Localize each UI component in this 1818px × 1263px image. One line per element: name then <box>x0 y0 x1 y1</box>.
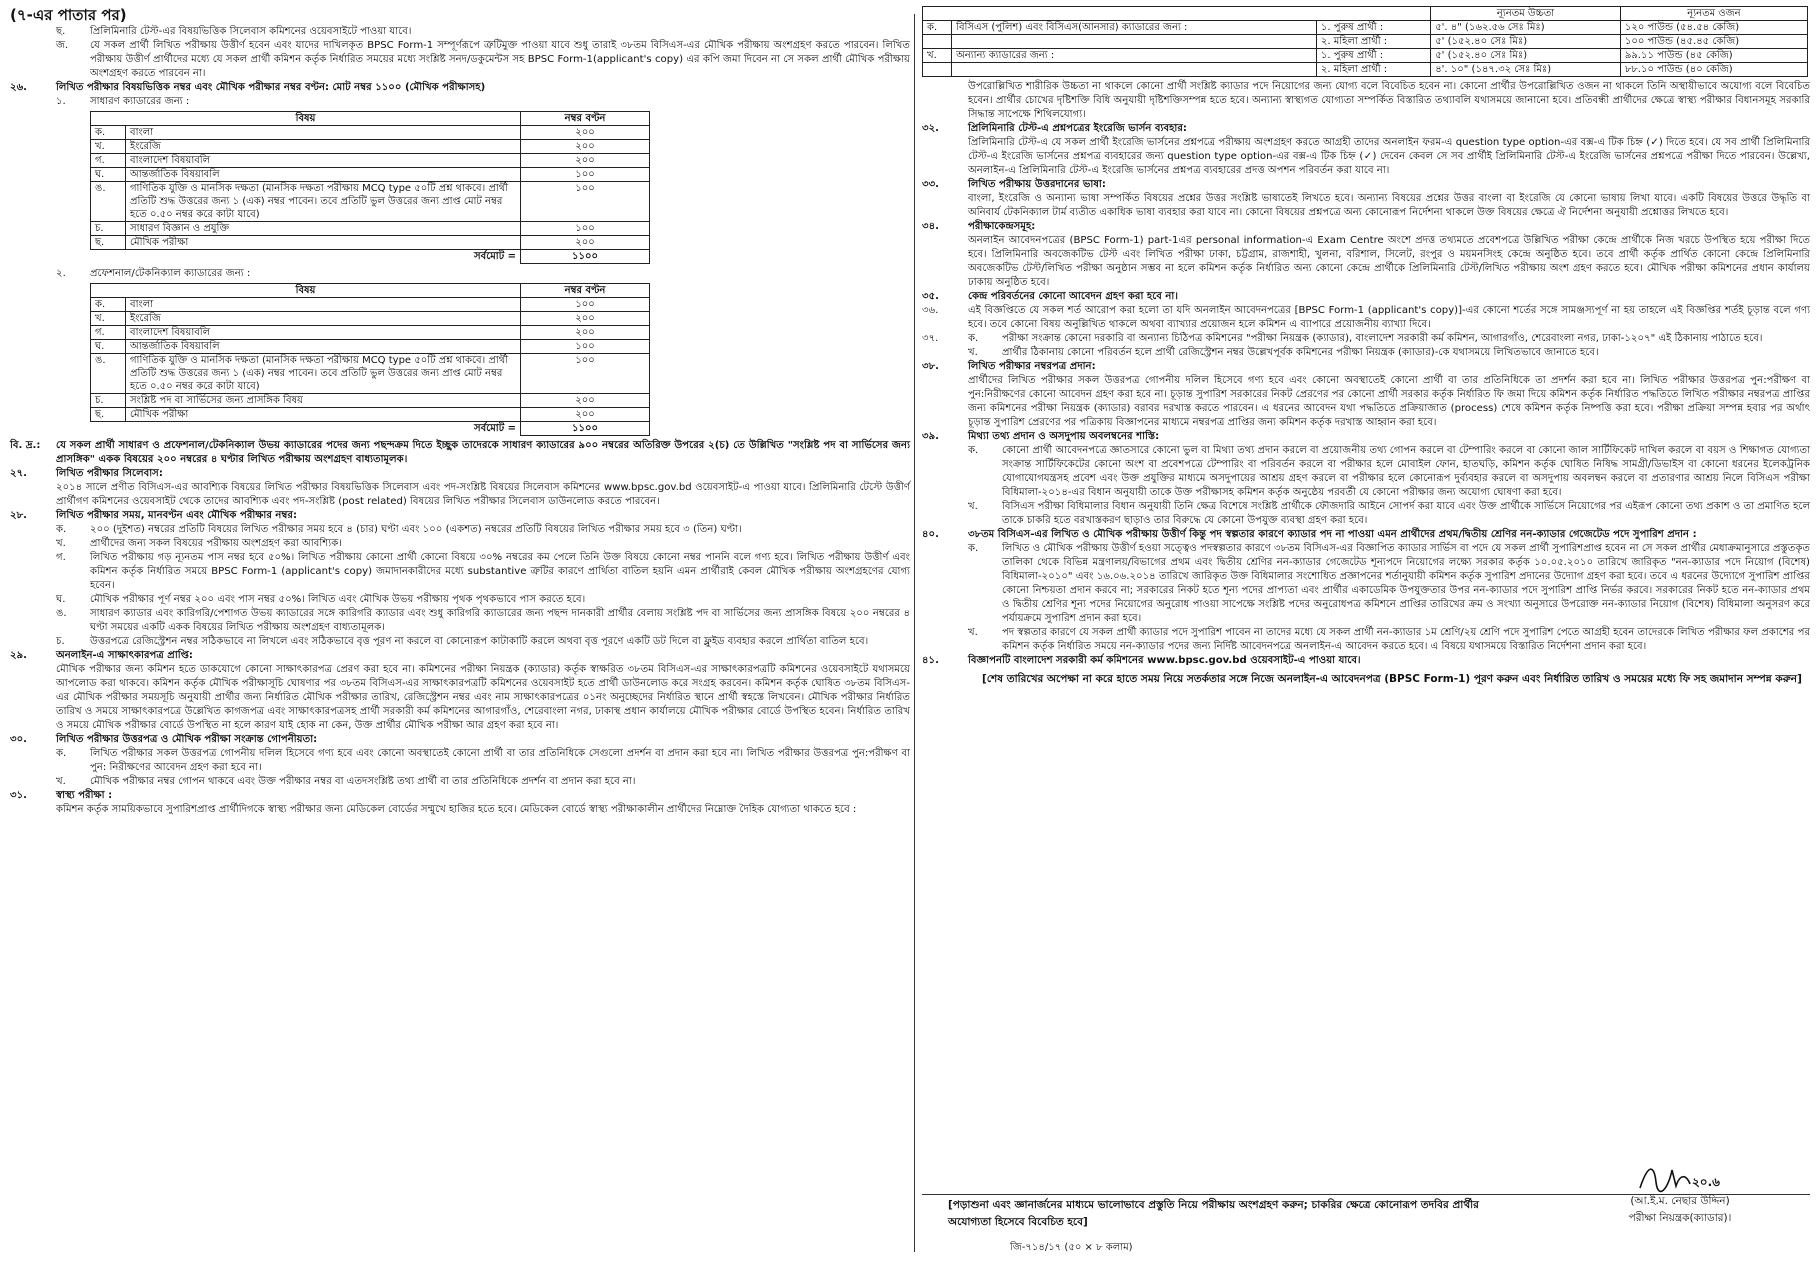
marks-cell: ২০০ <box>521 326 650 340</box>
row-label: গ. <box>91 326 126 340</box>
subject-cell: ইংরেজি <box>126 312 521 326</box>
table-row <box>91 222 650 236</box>
list-item <box>10 635 910 649</box>
section-37-a: ৩৭. ক. পরীক্ষা সংক্রান্ত কোনো দরকারি বা অন্যান্য চিঠিপত্র কমিশনের "পরীক্ষা নিয়ন্ত্রক (ক্যাডার), বাংলাদেশ সরকারী কর্ম কমিশন, আগারগাঁও, শেরেবাংলা নগর, ঢাকা-১২০৭" এই ঠিকানায় পাঠাতে হবে। <box>922 333 1763 344</box>
min-weight-header: ন্যূনতম ওজন <box>1620 7 1807 21</box>
item-label: ঙ. <box>56 608 67 619</box>
item-label: খ. <box>56 776 66 787</box>
marks-cell: ১০০ <box>521 340 650 354</box>
general-cadre-marks-table <box>90 111 650 264</box>
marks-cell: ২০০ <box>521 154 650 168</box>
subject-cell: মৌখিক পরীক্ষা <box>126 236 521 250</box>
list-item <box>10 747 910 775</box>
signature-scribble-icon <box>1620 1160 1740 1194</box>
section-33-title: ৩৩. লিখিত পরীক্ষায় উত্তরদানের ভাষা: <box>922 179 1106 190</box>
table-row <box>91 394 650 408</box>
row-label: ঘ. <box>91 168 126 182</box>
table-row <box>91 140 650 154</box>
section-31-title: ৩১. স্বাস্থ্য পরীক্ষা : <box>10 790 113 801</box>
subject-cell: আন্তর্জাতিক বিষয়াবলি <box>126 340 521 354</box>
section-38-title: ৩৮. লিখিত পরীক্ষার নম্বরপত্র প্রদান: <box>922 361 1096 372</box>
row-label: ক. <box>91 298 126 312</box>
row-label: খ. <box>91 140 126 154</box>
table-row <box>923 49 1808 63</box>
table-row <box>91 354 650 394</box>
section-29-text: মৌখিক পরীক্ষার জন্য কমিশন হতে ডাকযোগে কোনো সাক্ষাৎকারপত্র প্রেরণ করা হবে না। কমিশনের পরীক্ষা নিয়ন্ত্রক (ক্যাডার) কর্তৃক স্বাক্ষরিত ৩৮তম বিসিএস-এর সাক্ষাৎকারপত্রটি কমিশনের ওয়েবসাইটে যথাসময়ে আপলোড করা থাকবে। কমিশন কর্তৃক মৌখিক পরীক্ষাসূচি ঘোষণার পর ৩৮তম বিসিএস-এর সাক্ষাৎকারপত্রটি কমিশনের ওয়েবসাইট হতে প্রার্থী ডাউনলোড করে সংগ্রহ করবেন। কমিশন কর্তৃক ঘোষিত ৩৮তম বিসিএস-এর মৌখিক পরীক্ষার সময়সূচি অনুযায়ী প্রার্থীর জন্য নির্ধারিত মৌখিক পরীক্ষার তারিখ, রেজিস্ট্রেশন নম্বর এবং নাম সাক্ষাৎকারপত্রের ০১নং অনুচ্ছেদের নির্ধারিত স্থানে প্রার্থী স্বহস্তে লিখবেন। মৌখিক পরীক্ষার নির্ধারিত তারিখ ও সময়ে সাক্ষাৎকারপত্রে উল্লেখিত কাগজপত্র এবং সাক্ষাৎকারপত্রসহ প্রার্থী সরকারী কর্ম কমিশনের আগারগাঁও, শেরেবাংলা নগর, ঢাকাস্থ প্রধান কার্যালয়ে মৌখিক পরীক্ষার বোর্ডে উপস্থিত হবেন। নির্ধারিত তারিখ ও সময়ে মৌখিক পরীক্ষার বোর্ডে উপস্থিত না হলে কারণ যাই হোক না কেন, উক্ত প্রার্থীর মৌখিক পরীক্ষা আর গ্রহণ করা হবে না। <box>56 664 910 731</box>
subject-cell: আন্তর্জাতিক বিষয়াবলি <box>126 168 521 182</box>
phys-c-cell <box>923 35 952 49</box>
item-text: মৌখিক পরীক্ষার পূর্ণ নম্বর ২০০ এবং পাস নম্বর ৫০%। লিখিত এবং মৌখিক উভয় পরীক্ষায় পৃথক পৃথকভাবে পাস করতে হবে। <box>90 594 586 605</box>
section-34-text: অনলাইন আবেদনপত্রের (BPSC Form-1) part-1এর personal information-এ Exam Centre অংশে প্রদত্ত তথ্যমতে প্রবেশপত্রে উল্লিখিত পরীক্ষা কেন্দ্রে প্রার্থীকে নিজ খরচে উপস্থিত হয়ে পরীক্ষা দিতে হবে। প্রিলিমিনারি অবজেকটিভ টেস্ট এবং লিখিত পরীক্ষা ঢাকা, চট্টগ্রাম, রাজশাহী, খুলনা, বরিশাল, সিলেট, রংপুর ও ময়মনসিংহ কেন্দ্রে অনুষ্ঠিত হবে। তবে প্রার্থী কর্তৃক প্রার্থিত কোনো কেন্দ্রে প্রিলিমিনারি অবজেকটিভ টেস্ট/লিখিত পরীক্ষা অনুষ্ঠান সম্ভব না হলে কমিশন কর্তৃক নির্ধারিত অন্য কোনো কেন্দ্রে প্রার্থীকে প্রিলিমিনারি টেস্ট/লিখিত পরীক্ষায় অংশ গ্রহণ করতে হবে। মৌখিক পরীক্ষা কমিশনের প্রধান কার্যালয় ঢাকায় অনুষ্ঠিত হবে। <box>968 235 1810 288</box>
item-label: ক. <box>56 524 67 535</box>
section-37-b: খ. প্রার্থীর ঠিকানায় কোনো পরিবর্তন হলে প্রার্থী রেজিস্ট্রেশন নম্বর উল্লেখপূর্বক কমিশনের পরীক্ষা নিয়ন্ত্রক (ক্যাডার)-কে যথাসময়ে লিখিতভাবে জানাতে হবে। <box>968 347 1599 358</box>
section-27-title: ২৭. লিখিত পরীক্ষার সিলেবাস: <box>10 468 163 479</box>
marks-cell: ১০০ <box>521 354 650 394</box>
phys-c-cell: ক. <box>923 21 952 35</box>
section-26-sub1-title: ১. সাধারণ ক্যাডারের জন্য : <box>56 96 190 107</box>
subject-cell: বাংলাদেশ বিষয়াবলি <box>126 154 521 168</box>
note-bi-dra: বি. দ্র.: যে সকল প্রার্থী সাধারণ ও প্রফেশনাল/টেকনিক্যাল উভয় ক্যাডারের পদের জন্য পছন্দক্রম দিতে ইচ্ছুক তাদেরকে সাধারণ ক্যাডারের ৯০০ নম্বরের অতিরিক্ত উপরের ২(চ) তে উল্লিখিত "সংশ্লিষ্ট পদ বা সার্ভিসের জন্য প্রাসঙ্গিক" একক বিষয়ের ২০০ নম্বরের ৪ ঘণ্টার লিখিত পরীক্ষায় অংশগ্রহণ বাধ্যতামূলক। <box>10 440 910 465</box>
phys-c-cell: খ. <box>923 49 952 63</box>
item-text: ২০০ (দুইশত) নম্বরের প্রতিটি বিষয়ের লিখিত পরীক্ষার সময় হবে ৪ (চার) ঘণ্টা এবং ১০০ (একশত) নম্বরের প্রতিটি বিষয়ের লিখিত পরীক্ষার সময় হবে ৩ (তিন) ঘণ্টা। <box>90 524 742 535</box>
marks-cell: ২০০ <box>521 394 650 408</box>
signature-date: ২০.৬ <box>1692 1175 1720 1189</box>
subject-cell: বাংলা <box>126 298 521 312</box>
deadline-notice: [শেষ তারিখের অপেক্ষা না করে হাতে সময় নিয়ে সতর্কতার সঙ্গে নিজে অনলাইন-এ আবেদনপত্র (BPSC Form-1) পূরণ করুন এবং নির্ধারিত তারিখ ও সময়ের মধ্যে ফি সহ জমাদান সম্পন্ন করুন] <box>982 673 1802 685</box>
row-label: চ. <box>91 394 126 408</box>
total-label: সর্বমোট = <box>474 251 516 262</box>
section-38-text: প্রার্থীদের লিখিত পরীক্ষার সকল উত্তরপত্র গোপনীয় দলিল হিসেবে গণ্য হবে এবং কোনো অবস্থাতেই কোনো প্রার্থী বা তার প্রতিনিধিকে তা প্রদর্শন করা হবে না। লিখিত পরীক্ষার উত্তরপত্র পুন:পরীক্ষণ বা পুন:নিরীক্ষণের কোনো আবেদন গ্রহণ করা হবে না। চূড়ান্ত সুপারিশ সরকারের নিকট প্রেরণের পর কোনো প্রার্থী সরকার কর্তৃক নির্ধারিত ফি জমা দিয়ে কমিশন কর্তৃক নির্ধারিত পদ্ধতিতে লিখিত পরীক্ষার নম্বরপত্র প্রাপ্তির জন্য কমিশনের পরীক্ষা নিয়ন্ত্রক (ক্যাডার) বরাবর দরখাস্ত করতে পারবেন। এ ধরনের আবেদন যথা পদ্ধতিতে প্রক্রিয়াজাত (process) শেষে কমিশন কর্তৃক নিষ্পত্তি করা হবে। পরীক্ষা প্রক্রিয়া সম্পন্ন হবার পর অর্থাৎ চূড়ান্ত সুপারিশ প্রেরণের পর পত্রিকায় বিজ্ঞাপনের মাধ্যমে নম্বরপত্র প্রাপ্তির জন্য কমিশন কর্তৃক দরখাস্ত আহ্বান করা হবে। <box>968 375 1811 428</box>
phys-w-cell: ১২০ পাউন্ড (৫৪.৫৪ কেজি) <box>1620 21 1807 35</box>
row-label: ঘ. <box>91 340 126 354</box>
col-subject-header: বিষয় <box>91 112 521 126</box>
table-row <box>923 21 1808 35</box>
physical-requirements-table <box>922 6 1808 77</box>
phys-cadre-cell <box>952 63 1317 77</box>
marks-cell: ১০০ <box>521 182 650 222</box>
subject-cell: সংশ্লিষ্ট পদ বা সার্ভিসের জন্য প্রাসঙ্গিক বিষয় <box>126 394 521 408</box>
professional-cadre-marks-table <box>90 283 650 436</box>
section-31-text: কমিশন কর্তৃক সাময়িকভাবে সুপারিশপ্রাপ্ত প্রার্থীদিগকে স্বাস্থ্য পরীক্ষার জন্য মেডিকেল বোর্ডের সম্মুখে হাজির হতে হবে। মেডিকেল বোর্ডে স্বাস্থ্য পরীক্ষাকালীন প্রার্থীদের নিম্নোক্ত দৈহিক যোগ্যতা থাকতে হবে : <box>56 804 857 815</box>
section-40-b: খ. পদ স্বল্পতার কারণে যে সকল প্রার্থী ক্যাডার পদে সুপারিশ পাবেন না তাদের মধ্যে যে সকল প্রার্থী নন-ক্যাডার ১ম শ্রেণি/২য় শ্রেণি পদে সুপারিশ পেতে আগ্রহী হবেন তাদেরকে লিখিত পরীক্ষার ফল প্রকাশের পর কমিশন কর্তৃক নির্ধারিত সময়ে নন-ক্যাডার পদের জন্য নির্দিষ্ট আবেদনপত্রে অনলাইন-এ আবেদন করতে হবে। এ বিষয়ে যথাসময়ে বিস্তারিত নির্দেশনা প্রদান করা হবে। <box>968 627 1810 652</box>
section-26-sub2-title: ২. প্রফেশনাল/টেকনিক্যাল ক্যাডারের জন্য : <box>56 268 251 279</box>
item-ja: জ. যে সকল প্রার্থী লিখিত পরীক্ষায় উত্তীর্ণ হবেন এবং যাদের দাখিলকৃত BPSC Form-1 সম্পূর্ণরূপে ত্রুটিমুক্ত পাওয়া যাবে শুধু তারাই ৩৮তম বিসিএস-এর মৌখিক পরীক্ষায় অংশগ্রহণ করতে পারবেন। লিখিত পরীক্ষায় উত্তীর্ণ প্রার্থীদের মধ্যে যে সকল প্রার্থী কমিশন কর্তৃক নির্ধারিত সময়ের মধ্যে সংশ্লিষ্ট সনদ/ডকুমেন্টস সহ BPSC Form-1(applicant's copy) এর কপি জমা দিবেন না সে সকল প্রার্থী মৌখিক পরীক্ষায় অংশগ্রহণ করতে পারবেন না। <box>56 40 910 79</box>
table-row <box>91 408 650 422</box>
item-text: প্রার্থীদের জন্য সকল বিষয়ের পরীক্ষায় অংশগ্রহণ করা আবশ্যিক। <box>90 538 342 549</box>
item-label: গ. <box>56 552 66 563</box>
marks-cell: ১০০ <box>521 298 650 312</box>
marks-cell: ২০০ <box>521 126 650 140</box>
marks-cell: ২০০ <box>521 312 650 326</box>
phys-c-cell <box>923 63 952 77</box>
phys-cadre-cell: অন্যান্য ক্যাডারের জন্য : <box>952 49 1317 63</box>
item-label: চ. <box>56 636 65 647</box>
item-label: খ. <box>56 538 66 549</box>
phys-h-cell: ৫' (১৫২.৪০ সেঃ মিঃ) <box>1431 35 1621 49</box>
phys-w-cell: ৮৮.১০ পাউন্ড (৪০ কেজি) <box>1620 63 1807 77</box>
total-value: ১১০০ <box>521 250 650 264</box>
marks-cell: ২০০ <box>521 408 650 422</box>
row-label: ক. <box>91 126 126 140</box>
total-row <box>91 422 650 436</box>
row-label: খ. <box>91 312 126 326</box>
marks-cell: ২০০ <box>521 140 650 154</box>
item-text: উত্তরপত্রে রেজিস্ট্রেশন নম্বর সঠিকভাবে না লিখলে এবং সঠিকভাবে বৃত্ত পূরণ না করলে বা কোনোরূপ কাটাকাটি করলে অথবা বৃত্ত পূরণে একটি ডট দিলে বা ফ্লুইড ব্যবহার করলে প্রার্থিতা বাতিল হবে। <box>90 636 869 647</box>
phys-h-cell: ৫' (১৫২.৪০ সেঃ মিঃ) <box>1431 49 1621 63</box>
section-26-title: ২৬. লিখিত পরীক্ষার বিষয়ভিত্তিক নম্বর এবং মৌখিক পরীক্ষার নম্বর বণ্টন: মোট নম্বর ১১০০ (মৌখিক পরীক্ষাসহ) <box>10 82 486 93</box>
section-39-b: খ. বিসিএস পরীক্ষা বিধিমালার বিধান অনুযায়ী তিনি ক্ষেত্র বিশেষে সংশ্লিষ্ট প্রার্থীকে ফৌজদারি আইনে সোপর্দ করা যাবে এবং উক্ত প্রার্থীকে সার্ভিসে নিয়োগের পর এইরূপ কোনো তথ্য প্রকাশ ও তা প্রমাণিত হলে তাকে চাকরি হতে বরখাস্তকরণ ছাড়াও তার বিরুদ্ধে যে কোনো উপযুক্ত ব্যবস্থা গ্রহণ করা হবে। <box>968 501 1810 526</box>
signatory-name: (আ.ই.ম. নেছার উদ্দিন) <box>1630 1195 1730 1207</box>
row-label: ঙ. <box>91 354 126 394</box>
subject-cell: বাংলা <box>126 126 521 140</box>
table-row <box>91 154 650 168</box>
phys-cadre-cell <box>952 35 1317 49</box>
total-row <box>91 250 650 264</box>
phys-cand-cell: ১. পুরুষ প্রার্থী : <box>1316 49 1430 63</box>
total-value: ১১০০ <box>521 422 650 436</box>
list-item <box>10 537 910 551</box>
section-32-text: প্রিলিমিনারি টেস্ট-এ যে সকল প্রার্থী ইংরেজি ভার্সনের প্রশ্নপত্রে পরীক্ষায় অংশগ্রহণ করতে আগ্রহী তাদের অনলাইন ফরম-এ question type option-এর বক্স-এ টিক চিহ্ন (✓) দিতে হবে। যে সব প্রার্থী প্রিলিমিনারি টেস্ট-এ ইংরেজি ভার্সনের প্রশ্নপত্র ব্যবহারের জন্য question type option-এর বক্স-এ টিক চিহ্ন (✓) দেবেন কেবল সে সব প্রার্থীই প্রিলিমিনারি টেস্ট-এ ইংরেজি ভার্সনের প্রশ্নপত্রে পরীক্ষা দিতে পারবেন। উল্লেখ্য, অনলাইন-এ প্রিলিমিনারি টেস্ট-এ ইংরেজি ভার্সনের প্রশ্নপত্র ব্যবহারের প্রদত্ত অপশন পরিবর্তন করা যাবে না। <box>968 137 1810 176</box>
subject-cell: গাণিতিক যুক্তি ও মানসিক দক্ষতা (মানসিক দক্ষতা পরীক্ষায় MCQ type ৫০টি প্রশ্ন থাকবে। প্রার্থী প্রতিটি শুদ্ধ উত্তরের জন্য ১ (এক) নম্বর পাবেন। তবে প্রতিটি ভুল উত্তরের জন্য প্রাপ্ত মোট নম্বর হতে ০.৫০ নম্বর করে কাটা যাবে) <box>126 182 521 222</box>
phys-cand-cell: ২. মহিলা প্রার্থী : <box>1316 63 1430 77</box>
section-27-text: ২০১৪ সালে প্রণীত বিসিএস-এর আবশ্যিক বিষয়ের লিখিত পরীক্ষার বিষয়ভিত্তিক সিলেবাস এবং পদ-সংশ্লিষ্ট বিষয়ের সিলেবাস কমিশনের www.bpsc.gov.bd ওয়েবসাইট-এ পাওয়া যাবে। প্রিলিমিনারি টেস্টে উত্তীর্ণ প্রার্থীগণ কমিশনের ওয়েবসাইট থেকে তাদের আবশ্যিক এবং পদ-সংশ্লিষ্ট (post related) বিষয়ের লিখিত পরীক্ষার সিলেবাস ডাউনলোড করতে পারবেন। <box>56 482 910 507</box>
row-label: ঙ. <box>91 182 126 222</box>
section-41: ৪১. বিজ্ঞাপনটি বাংলাদেশ সরকারী কর্ম কমিশনের www.bpsc.gov.bd ওয়েবসাইট-এ পাওয়া যাবে। <box>922 655 1361 666</box>
row-label: ছ. <box>91 408 126 422</box>
table-row <box>91 182 650 222</box>
section-40-title: ৪০. ৩৮তম বিসিএস-এর লিখিত ও মৌখিক পরীক্ষায় উত্তীর্ণ কিন্তু পদ স্বল্পতার কারণে ক্যাডার পদ না পাওয়া এমন প্রার্থীদের প্রথম/দ্বিতীয় শ্রেণির নন-ক্যাডার গেজেটেড পদে সুপারিশ প্রদান : <box>922 529 1697 540</box>
section-33-text: বাংলা, ইংরেজি ও অন্যান্য ভাষা সম্পর্কিত বিষয়ের প্রশ্নের উত্তর সংশ্লিষ্ট ভাষাতেই লিখতে হবে। অন্যান্য বিষয়ের প্রশ্নের উত্তর বাংলা বা ইংরেজি যে কোনো ভাষায় লিখা যাবে। একটি বিষয়ের উত্তরে উদ্ধৃতি বা অনিবার্য টেকনিক্যাল টার্ম ব্যতীত একাধিক ভাষা ব্যবহার করা যাবে না। কোনো বিষয়ের প্রশ্নপত্রে অন্য কোনোরূপ নির্দেশনা থাকলে উক্ত বিষয়ের ক্ষেত্রে ঐ নির্দেশনা অনুযায়ী প্রশ্নোত্তর লিখতে হবে। <box>968 193 1810 218</box>
phys-cadre-cell: বিসিএস (পুলিশ) এবং বিসিএস(আনসার) ক্যাডারের জন্য : <box>952 21 1317 35</box>
list-item <box>10 607 910 635</box>
section-32-title: ৩২. প্রিলিমিনারি টেস্ট-এ প্রশ্নপত্রের ইংরেজি ভার্সন ব্যবহার: <box>922 123 1187 134</box>
table-row <box>91 312 650 326</box>
section-34-title: ৩৪. পরীক্ষাকেন্দ্রসমূহ: <box>922 221 1036 232</box>
table-row <box>91 168 650 182</box>
section-29-title: ২৯. অনলাইন-এ সাক্ষাৎকারপত্র প্রাপ্তি: <box>10 650 193 661</box>
subject-cell: গাণিতিক যুক্তি ও মানসিক দক্ষতা (মানসিক দক্ষতা পরীক্ষায় MCQ type ৫০টি প্রশ্ন থাকবে। প্রার্থী প্রতিটি শুদ্ধ উত্তরের জন্য ১ (এক) নম্বর পাবেন। তবে প্রতিটি ভুল উত্তরের জন্য প্রাপ্ত মোট নম্বর হতে ০.৫০ নম্বর করে কাটা যাবে) <box>126 354 521 394</box>
table-row <box>923 63 1808 77</box>
row-label: চ. <box>91 222 126 236</box>
subject-cell: বাংলাদেশ বিষয়াবলি <box>126 326 521 340</box>
signatory-title: পরীক্ষা নিয়ন্ত্রক(ক্যাডার)। <box>1628 1212 1732 1224</box>
item-text: লিখিত পরীক্ষার সকল উত্তরপত্র গোপনীয় দলিল হিসেবে গণ্য হবে এবং কোনো অবস্থাতেই কোনো প্রার্থী বা তার প্রতিনিধিকে সেগুলো প্রদর্শন বা প্রদান করা হবে না। লিখিত পরীক্ষার উত্তরপত্র পুন:পরীক্ষণ বা পুন: নিরীক্ষণের আবেদন গ্রহণ করা হবে না। <box>90 748 910 773</box>
section-36: ৩৬. এই বিজ্ঞপ্তিতে যে সকল শর্ত আরোপ করা হলো তা যদি অনলাইন আবেদনপত্রের [BPSC Form-1 (applicant's copy)]-এর কোনো শর্তের সঙ্গে সামঞ্জস্যপূর্ণ না হয় তাহলে এই বিজ্ঞপ্তির শর্তই চূড়ান্ত বলে গণ্য হবে। তবে কোনো বিষয় অনুল্লিখিত থাকলে অথবা ব্যাখ্যার প্রয়োজন হলে কমিশন এ ব্যাপারে প্রয়োজনীয় ব্যাখ্যা দিবে। <box>922 305 1810 330</box>
section-39-a: ক. কোনো প্রার্থী আবেদনপত্রে জ্ঞাতসারে কোনো ভুল বা মিথ্যা তথ্য প্রদান করলে বা প্রয়োজনীয় তথ্য গোপন করলে বা টেম্পারিং করলে বা কোনো জাল সার্টিফিকেট দাখিল করলে বা বয়স ও শিক্ষাগত যোগ্যতা সংক্রান্ত সার্টিফিকেটের কোনো অংশ বা প্রবেশপত্রে টেম্পারিং বা পরিবর্তন করলে বা পরীক্ষার হলে মোবাইল ফোন, হাতঘড়ি, কমিশন কর্তৃক ঘোষিত নিষিদ্ধ সামগ্রী/ডিভাইস বা কোনো ধরনের ইলেকট্রনিক যোগাযোগযন্ত্রসহ প্রবেশ এবং উক্ত প্রযুক্তির মাধ্যমে অসদুপায়ের আশ্রয় গ্রহণ করলে বা পরীক্ষার হলে কোনোরূপ দুর্ব্যবহার করলে বা অসদুপায় অবলম্বন করলে বা প্রতারণার আশ্রয় নিলে বিসিএস পরীক্ষা বিধিমালা-২০১৪-এর বিধান অনুযায়ী তাকে উক্ত পরীক্ষাসহ কমিশন কর্তৃক অনুষ্ঠেয় পরবর্তী যে কোনো পরীক্ষার জন্য অযোগ্য ঘোষণা করা হবে। <box>968 445 1810 498</box>
table-row <box>923 35 1808 49</box>
marks-cell: ২০০ <box>521 236 650 250</box>
column-divider <box>914 14 915 1252</box>
list-item <box>10 775 910 789</box>
ad-code: জি-৭১৪/১৭ (৫০ × ৮ কলাম) <box>1010 1242 1133 1253</box>
section-35: ৩৫. কেন্দ্র পরিবর্তনের কোনো আবেদন গ্রহণ করা হবে না। <box>922 291 1178 302</box>
subject-cell: মৌখিক পরীক্ষা <box>126 408 521 422</box>
phys-cand-cell: ১. পুরুষ প্রার্থী : <box>1316 21 1430 35</box>
col-marks-header: নম্বর বণ্টন <box>521 284 650 298</box>
row-label: গ. <box>91 154 126 168</box>
list-item <box>10 593 910 607</box>
table-row <box>91 326 650 340</box>
table-row <box>91 236 650 250</box>
page-continuation-header: (৭-এর পাতার পর) <box>10 6 127 24</box>
phys-w-cell: ১০০ পাউন্ড (৪৫.৪৫ কেজি) <box>1620 35 1807 49</box>
marks-cell: ১০০ <box>521 222 650 236</box>
item-text: মৌখিক পরীক্ষার নম্বর গোপন থাকবে এবং উক্ত পরীক্ষার নম্বর বা এতদসংশ্লিষ্ট তথ্য প্রার্থী বা তার প্রতিনিধিকে প্রদর্শন বা প্রদান করা হবে না। <box>90 776 636 787</box>
table-row <box>91 340 650 354</box>
list-item <box>10 551 910 593</box>
item-text: লিখিত পরীক্ষায় গড় ন্যূনতম পাস নম্বর হবে ৫০%। লিখিত পরীক্ষায় কোনো প্রার্থী কোনো বিষয়ে ৩০% নম্বরের কম পেলে তিনি উক্ত বিষয়ে কোনো নম্বর পাননি বলে গণ্য হবে। লিখিত পরীক্ষায় উত্তীর্ণ এবং কমিশন কর্তৃক নির্ধারিত সময়ে BPSC Form-1 (applicant's copy) জমাদানকারীদের মধ্যে substantive ত্রুটির কারণে প্রার্থিতা বাতিল হয়নি এমন প্রার্থীরাই কেবল মৌখিক পরীক্ষায় অংশগ্রহণের যোগ্য হবেন। <box>90 552 910 591</box>
item-cha: ছ. প্রিলিমিনারি টেস্ট-এর বিষয়ভিত্তিক সিলেবাস কমিশনের ওয়েবসাইটে পাওয়া যাবে। <box>56 26 412 37</box>
item-label: ঘ. <box>56 594 66 605</box>
signature-mark <box>1560 1160 1800 1194</box>
section-30-title: ৩০. লিখিত পরীক্ষার উত্তরপত্র ও মৌখিক পরীক্ষা সংক্রান্ত গোপনীয়তা: <box>10 734 318 745</box>
item-text: সাধারণ ক্যাডার এবং কারিগরি/পেশাগত উভয় ক্যাডারের সঙ্গে কারিগরি ক্যাডার এবং শুধু কারিগরি ক্যাডারের জন্য পছন্দ দানকারী প্রার্থীর বেলায় সংশ্লিষ্ট পদ বা সার্ভিসের জন্য প্রাসঙ্গিক বিষয়ে ২০০ নম্বরের ৪ ঘণ্টা সময়ের একটি একক বিষয়ের লিখিত পরীক্ষায় অংশগ্রহণ বাধ্যতামূলক। <box>90 608 910 633</box>
table-row <box>91 126 650 140</box>
phys-h-cell: ৫'. ৪" (১৬২.৫৬ সেঃ মিঃ) <box>1431 21 1621 35</box>
marks-cell: ১০০ <box>521 168 650 182</box>
subject-cell: সাধারণ বিজ্ঞান ও প্রযুক্তি <box>126 222 521 236</box>
signature-block <box>1560 1160 1800 1228</box>
physical-requirements-note: উপরোল্লিখিত শারীরিক উচ্চতা না থাকলে কোনো প্রার্থী সংশ্লিষ্ট ক্যাডার পদে নিয়োগের জন্য যোগ্য বলে বিবেচিত হবেন না। কোনো প্রার্থীর উপরোল্লিখিত ওজন না থাকলে তিনি অস্থায়ীভাবে অযোগ্য বলে বিবেচিত হবেন। প্রার্থীর চোখের দৃষ্টিশক্তি বিধি অনুযায়ী দৃষ্টিশক্তিসম্পন্ন হতে হবে। অন্যান্য স্বাস্থ্যগত যোগ্যতা সম্পর্কিত বিস্তারিত তথ্যাবলি যথাসময়ে জানানো হবে। প্রতিবন্ধী প্রার্থীদের ক্ষেত্রে স্বাস্থ্য পরীক্ষার বিধানসমূহ সরকারি সিদ্ধান্ত সাপেক্ষে শিথিলযোগ্য। <box>968 81 1810 120</box>
list-item <box>10 523 910 537</box>
col-marks-header: নম্বর বণ্টন <box>521 112 650 126</box>
section-39-title: ৩৯. মিথ্যা তথ্য প্রদান ও অসদুপায় অবলম্বনের শাস্তি: <box>922 431 1160 442</box>
phys-w-cell: ৯৯.১১ পাউন্ড (৪৫ কেজি) <box>1620 49 1807 63</box>
total-label: সর্বমোট = <box>474 423 516 434</box>
col-subject-header: বিষয় <box>91 284 521 298</box>
left-column <box>10 6 910 817</box>
subject-cell: ইংরেজি <box>126 140 521 154</box>
bottom-advice-note: [পড়াশুনা এবং জ্ঞানার্জনের মাধ্যমে ভালোভাবে প্রস্তুতি নিয়ে পরীক্ষায় অংশগ্রহণ করুন; চাকরির ক্ষেত্রে কোনোরূপ তদবির প্রার্থীর অযোগ্যতা হিসেবে বিবেচিত হবে] <box>948 1199 1479 1228</box>
row-label: ছ. <box>91 236 126 250</box>
phys-cand-cell: ২. মহিলা প্রার্থী : <box>1316 35 1430 49</box>
phys-h-cell: ৪'. ১০" (১৪৭.৩২ সেঃ মিঃ) <box>1431 63 1621 77</box>
section-28-title: ২৮. লিখিত পরীক্ষার সময়, মানবণ্টন এবং মৌখিক পরীক্ষার নম্বর: <box>10 510 297 521</box>
item-label: ক. <box>56 748 67 759</box>
right-column <box>922 6 1810 686</box>
section-40-a: ক. লিখিত ও মৌখিক পরীক্ষায় উত্তীর্ণ হওয়া সত্ত্বেও পদস্বল্পতার কারণে ৩৮তম বিসিএস-এর বিজ্ঞাপিত ক্যাডার সার্ভিস বা পদে যে সকল প্রার্থী সুপারিশপ্রাপ্ত হবেন না সে সকল প্রার্থীর মেধাক্রমানুসারে প্রস্তুতকৃত তালিকা থেকে বিভিন্ন মন্ত্রণালয়/বিভাগের প্রথম এবং দ্বিতীয় শ্রেণির নন-ক্যাডার গেজেটেড শূন্যপদে নিয়োগের লক্ষ্যে সরকার কর্তৃক ১০.০৫.২০১০ তারিখে জারিকৃত "নন-ক্যাডার পদে নিয়োগ (বিশেষ) বিধিমালা-২০১০" এবং ১৬.০৬.২০১৪ তারিখে জারিকৃত উক্ত বিধিমালার সংশোধিত প্রজ্ঞাপনের শর্তানুযায়ী কমিশন কর্তৃক সুপারিশ প্রদানের উদ্যোগ গ্রহণ করা হবে। তবে এ ধরনের উদ্যোগে সুপারিশ প্রাপ্তির কোনো নিশ্চয়তা প্রদান করবে না; সরকারের নিকট হতে শূন্য পদের প্রাপ্যতা এবং প্রার্থীর একাডেমিক উপযুক্ততার উপর নন-ক্যাডার পদে সুপারিশ প্রাপ্তি নির্ভর করবে। সরকারের নিকট হতে নন-ক্যাডার প্রথম ও দ্বিতীয় শ্রেণির শূন্য পদের নিয়োগের অনুরোধ পাওয়া সাপেক্ষে সংশ্লিষ্ট পদের অনুরোধপত্র কমিশনে প্রাপ্তির তারিখের ক্রম ও সংখ্যা অনুসারে উপরোক্ত নন-ক্যাডার নিয়োগ (বিশেষ) বিধিমালা অনুসরণ করে পর্যায়ক্রমে সুপারিশ প্রদান করা হবে। <box>968 543 1810 624</box>
min-height-header: ন্যূনতম উচ্চতা <box>1431 7 1621 21</box>
table-row <box>91 298 650 312</box>
